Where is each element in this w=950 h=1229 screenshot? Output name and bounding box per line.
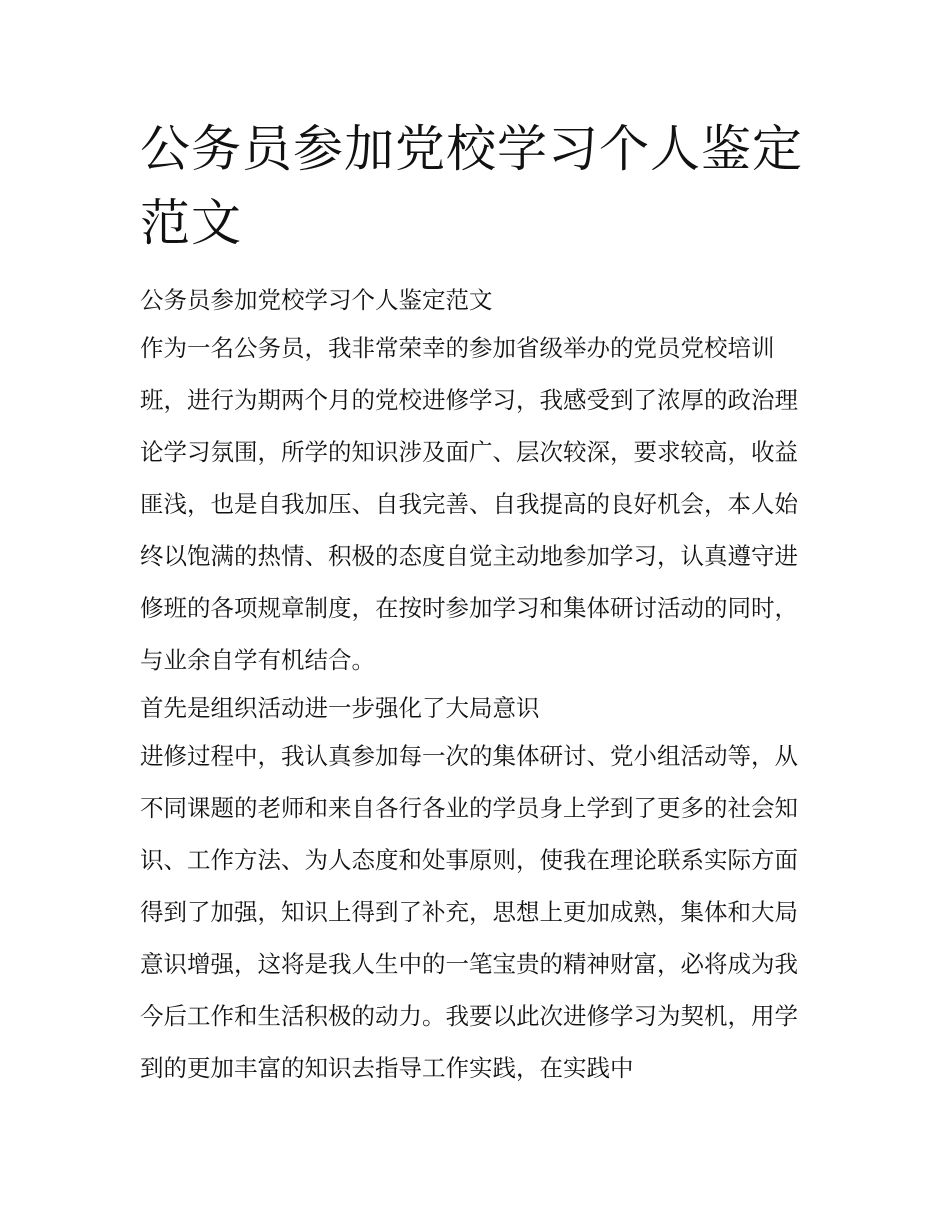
document-subtitle: 公务员参加党校学习个人鉴定范文 — [140, 286, 493, 314]
document-title: 公务员参加党校学习个人鉴定范文 — [140, 120, 803, 252]
paragraph-section-1: 进修过程中，我认真参加每一次的集体研讨、党小组活动等，从不同课题的老师和来自各行各业的学员身上学到了更多的社会知识、工作方法、为人态度和处事原则，使我在理论联系实际方面得到了加强，知识上得到了补充，思想上更加成熟，集体和大局意识增强，这将是我人生中的一笔宝贵的精神财富，必将成为我今后工作和生活积极的动力。我要以此次进修学习为契机，用学到的更加丰富的知识去指导工作实践，在实践中 — [140, 742, 798, 1082]
section-heading: 首先是组织活动进一步强化了大局意识 — [140, 694, 540, 722]
document-body — [140, 283, 820, 1094]
paragraph-intro: 作为一名公务员，我非常荣幸的参加省级举办的党员党校培训班，进行为期两个月的党校进修学习，我感受到了浓厚的政治理论学习氛围，所学的知识涉及面广、层次较深，要求较高，收益匪浅，也是自我加压、自我完善、自我提高的良好机会，本人始终以饱满的热情、积极的态度自觉主动地参加学习，认真遵守进修班的各项规章制度，在按时参加学习和集体研讨活动的同时，与业余自学有机结合。 — [140, 334, 798, 674]
